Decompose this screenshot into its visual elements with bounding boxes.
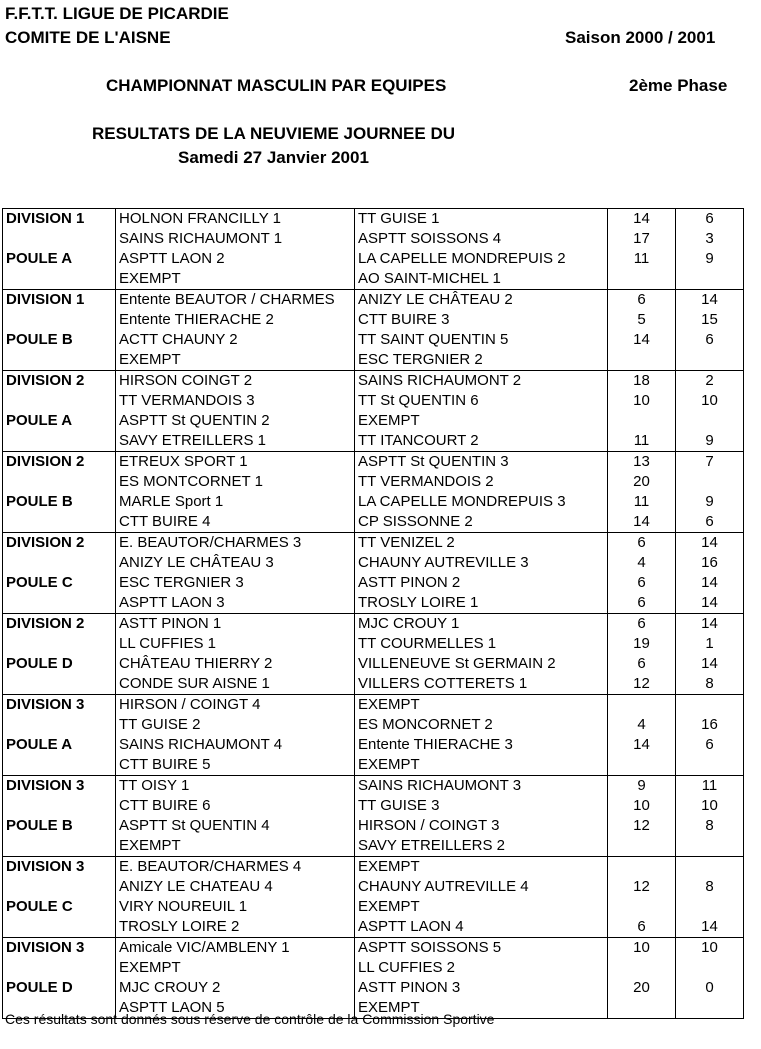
home-team: CHÂTEAU THIERRY 2 (116, 654, 355, 674)
home-score: 10 (608, 938, 676, 959)
results-title: RESULTATS DE LA NEUVIEME JOURNEE DU (92, 124, 456, 143)
away-score: 8 (676, 674, 744, 695)
home-team: ASPTT St QUENTIN 4 (116, 816, 355, 836)
away-team: ESC TERGNIER 2 (355, 350, 608, 371)
away-team: TT SAINT QUENTIN 5 (355, 330, 608, 350)
table-row (3, 330, 744, 350)
group-cell (3, 674, 116, 695)
home-team: TROSLY LOIRE 2 (116, 917, 355, 938)
away-score: 8 (676, 816, 744, 836)
away-team: EXEMPT (355, 411, 608, 431)
division-label: DIVISION 2 (3, 452, 116, 473)
home-score: 4 (608, 715, 676, 735)
table-row (3, 695, 744, 716)
table-row (3, 310, 744, 330)
away-score: 6 (676, 512, 744, 533)
away-team: CTT BUIRE 3 (355, 310, 608, 330)
table-row (3, 836, 744, 857)
table-row (3, 209, 744, 230)
away-score: 10 (676, 391, 744, 411)
away-team: EXEMPT (355, 755, 608, 776)
home-score (608, 350, 676, 371)
home-score: 10 (608, 796, 676, 816)
home-team: SAINS RICHAUMONT 4 (116, 735, 355, 755)
away-team: MJC CROUY 1 (355, 614, 608, 635)
home-score: 12 (608, 674, 676, 695)
group-cell (3, 796, 116, 816)
home-team: ANIZY LE CHÂTEAU 3 (116, 553, 355, 573)
away-score: 16 (676, 715, 744, 735)
group-cell (3, 512, 116, 533)
home-team: HOLNON FRANCILLY 1 (116, 209, 355, 230)
home-score: 13 (608, 452, 676, 473)
group-cell (3, 958, 116, 978)
home-score: 14 (608, 512, 676, 533)
table-row (3, 431, 744, 452)
away-team: TT VENIZEL 2 (355, 533, 608, 554)
home-score: 20 (608, 472, 676, 492)
home-score: 9 (608, 776, 676, 797)
away-score (676, 695, 744, 716)
table-row (3, 593, 744, 614)
away-team: CHAUNY AUTREVILLE 3 (355, 553, 608, 573)
away-score: 16 (676, 553, 744, 573)
group-cell (3, 593, 116, 614)
away-score: 14 (676, 593, 744, 614)
group-cell (3, 917, 116, 938)
group-cell (3, 836, 116, 857)
poule-label: POULE B (3, 492, 116, 512)
away-score: 0 (676, 978, 744, 998)
home-score (608, 857, 676, 878)
home-score: 6 (608, 533, 676, 554)
away-team: ASTT PINON 3 (355, 978, 608, 998)
table-row (3, 796, 744, 816)
home-score: 19 (608, 634, 676, 654)
away-team: TT GUISE 3 (355, 796, 608, 816)
away-score (676, 472, 744, 492)
table-row (3, 674, 744, 695)
away-team: SAVY ETREILLERS 2 (355, 836, 608, 857)
away-score (676, 755, 744, 776)
away-score: 14 (676, 614, 744, 635)
away-team: VILLENEUVE St GERMAIN 2 (355, 654, 608, 674)
home-team: SAINS RICHAUMONT 1 (116, 229, 355, 249)
away-score: 6 (676, 209, 744, 230)
table-row (3, 391, 744, 411)
away-score (676, 998, 744, 1019)
home-score: 17 (608, 229, 676, 249)
away-team: SAINS RICHAUMONT 2 (355, 371, 608, 392)
table-row (3, 614, 744, 635)
date-label: Samedi 27 Janvier 2001 (178, 148, 369, 167)
table-row (3, 553, 744, 573)
poule-label: POULE A (3, 249, 116, 269)
away-team: EXEMPT (355, 998, 608, 1019)
home-team: CTT BUIRE 5 (116, 755, 355, 776)
away-score (676, 897, 744, 917)
away-team: TT COURMELLES 1 (355, 634, 608, 654)
home-score: 14 (608, 330, 676, 350)
home-team: SAVY ETREILLERS 1 (116, 431, 355, 452)
home-team: Entente BEAUTOR / CHARMES (116, 290, 355, 311)
division-label: DIVISION 2 (3, 614, 116, 635)
poule-label: POULE C (3, 573, 116, 593)
group-cell (3, 472, 116, 492)
home-team: CONDE SUR AISNE 1 (116, 674, 355, 695)
home-score (608, 998, 676, 1019)
table-row (3, 978, 744, 998)
away-team: LL CUFFIES 2 (355, 958, 608, 978)
group-cell (3, 229, 116, 249)
away-score: 9 (676, 492, 744, 512)
home-team: TT OISY 1 (116, 776, 355, 797)
table-row (3, 350, 744, 371)
away-team: ASPTT St QUENTIN 3 (355, 452, 608, 473)
away-score: 2 (676, 371, 744, 392)
phase-label: 2ème Phase (629, 76, 728, 95)
away-team: EXEMPT (355, 897, 608, 917)
table-row (3, 938, 744, 959)
home-team: ESC TERGNIER 3 (116, 573, 355, 593)
away-score: 10 (676, 796, 744, 816)
home-team: MJC CROUY 2 (116, 978, 355, 998)
away-score: 6 (676, 330, 744, 350)
home-score: 14 (608, 209, 676, 230)
footnote: Ces résultats sont donnés sous réserve de contrôle de la Commission Sportive (5, 1011, 495, 1027)
home-score: 5 (608, 310, 676, 330)
table-row (3, 452, 744, 473)
home-team: ES MONTCORNET 1 (116, 472, 355, 492)
home-score (608, 755, 676, 776)
home-score: 18 (608, 371, 676, 392)
season-label: Saison 2000 / 2001 (565, 28, 716, 47)
away-score: 9 (676, 249, 744, 269)
home-score: 11 (608, 492, 676, 512)
home-team: ASPTT LAON 5 (116, 998, 355, 1019)
home-team: ASPTT LAON 3 (116, 593, 355, 614)
home-team: ACTT CHAUNY 2 (116, 330, 355, 350)
home-score: 12 (608, 877, 676, 897)
championship-title: CHAMPIONNAT MASCULIN PAR EQUIPES (106, 76, 447, 95)
home-team: LL CUFFIES 1 (116, 634, 355, 654)
home-score: 6 (608, 654, 676, 674)
table-row (3, 816, 744, 836)
table-row (3, 512, 744, 533)
home-score: 6 (608, 573, 676, 593)
home-score: 11 (608, 249, 676, 269)
home-team: EXEMPT (116, 350, 355, 371)
away-team: HIRSON / COINGT 3 (355, 816, 608, 836)
away-team: TT VERMANDOIS 2 (355, 472, 608, 492)
away-score: 1 (676, 634, 744, 654)
poule-label: POULE A (3, 411, 116, 431)
home-team: TT VERMANDOIS 3 (116, 391, 355, 411)
home-score (608, 958, 676, 978)
away-score: 14 (676, 917, 744, 938)
table-row (3, 654, 744, 674)
table-row (3, 755, 744, 776)
group-cell (3, 715, 116, 735)
away-score: 11 (676, 776, 744, 797)
poule-label: POULE A (3, 735, 116, 755)
table-row (3, 492, 744, 512)
home-team: ASTT PINON 1 (116, 614, 355, 635)
table-row (3, 715, 744, 735)
away-score: 10 (676, 938, 744, 959)
table-row (3, 776, 744, 797)
committee-title: COMITE DE L'AISNE (5, 28, 171, 47)
home-team: ASPTT LAON 2 (116, 249, 355, 269)
group-cell (3, 350, 116, 371)
poule-label: POULE D (3, 654, 116, 674)
away-score (676, 269, 744, 290)
away-team: AO SAINT-MICHEL 1 (355, 269, 608, 290)
away-team: ASTT PINON 2 (355, 573, 608, 593)
away-team: EXEMPT (355, 857, 608, 878)
table-row (3, 573, 744, 593)
poule-label: POULE B (3, 816, 116, 836)
table-row (3, 735, 744, 755)
home-team: Entente THIERACHE 2 (116, 310, 355, 330)
division-label: DIVISION 1 (3, 290, 116, 311)
home-score: 6 (608, 917, 676, 938)
home-score (608, 836, 676, 857)
table-row (3, 290, 744, 311)
away-score: 14 (676, 573, 744, 593)
away-team: EXEMPT (355, 695, 608, 716)
home-score (608, 269, 676, 290)
home-score (608, 695, 676, 716)
away-score (676, 857, 744, 878)
home-score: 4 (608, 553, 676, 573)
away-team: CHAUNY AUTREVILLE 4 (355, 877, 608, 897)
home-team: HIRSON / COINGT 4 (116, 695, 355, 716)
away-team: ASPTT SOISSONS 4 (355, 229, 608, 249)
home-score (608, 411, 676, 431)
away-team: VILLERS COTTERETS 1 (355, 674, 608, 695)
away-team: LA CAPELLE MONDREPUIS 3 (355, 492, 608, 512)
table-row (3, 472, 744, 492)
away-team: CP SISSONNE 2 (355, 512, 608, 533)
home-score: 6 (608, 593, 676, 614)
away-score: 6 (676, 735, 744, 755)
away-team: LA CAPELLE MONDREPUIS 2 (355, 249, 608, 269)
group-cell (3, 391, 116, 411)
results-table (2, 208, 744, 1019)
table-row (3, 857, 744, 878)
group-cell (3, 553, 116, 573)
away-team: ES MONCORNET 2 (355, 715, 608, 735)
group-cell (3, 877, 116, 897)
division-label: DIVISION 3 (3, 857, 116, 878)
away-team: Entente THIERACHE 3 (355, 735, 608, 755)
home-score: 12 (608, 816, 676, 836)
home-score: 20 (608, 978, 676, 998)
home-score: 11 (608, 431, 676, 452)
away-team: ANIZY LE CHÂTEAU 2 (355, 290, 608, 311)
table-row (3, 533, 744, 554)
poule-label: POULE B (3, 330, 116, 350)
table-row (3, 877, 744, 897)
away-score: 8 (676, 877, 744, 897)
home-team: E. BEAUTOR/CHARMES 4 (116, 857, 355, 878)
table-row (3, 249, 744, 269)
home-team: VIRY NOUREUIL 1 (116, 897, 355, 917)
division-label: DIVISION 3 (3, 938, 116, 959)
division-label: DIVISION 2 (3, 533, 116, 554)
home-score (608, 897, 676, 917)
home-team: EXEMPT (116, 958, 355, 978)
table-row (3, 269, 744, 290)
table-row (3, 958, 744, 978)
away-score: 3 (676, 229, 744, 249)
home-team: Amicale VIC/AMBLENY 1 (116, 938, 355, 959)
away-score: 14 (676, 290, 744, 311)
away-score (676, 411, 744, 431)
home-team: CTT BUIRE 6 (116, 796, 355, 816)
poule-label: POULE C (3, 897, 116, 917)
org-title: F.F.T.T. LIGUE DE PICARDIE (5, 4, 229, 23)
away-team: ASPTT SOISSONS 5 (355, 938, 608, 959)
home-team: ETREUX SPORT 1 (116, 452, 355, 473)
away-score: 9 (676, 431, 744, 452)
group-cell (3, 269, 116, 290)
home-score: 10 (608, 391, 676, 411)
table-row (3, 634, 744, 654)
home-team: CTT BUIRE 4 (116, 512, 355, 533)
home-score: 14 (608, 735, 676, 755)
away-team: SAINS RICHAUMONT 3 (355, 776, 608, 797)
home-team: E. BEAUTOR/CHARMES 3 (116, 533, 355, 554)
group-cell (3, 431, 116, 452)
group-cell (3, 310, 116, 330)
group-cell (3, 634, 116, 654)
away-score: 7 (676, 452, 744, 473)
table-row (3, 229, 744, 249)
away-team: TT GUISE 1 (355, 209, 608, 230)
group-cell (3, 755, 116, 776)
home-team: TT GUISE 2 (116, 715, 355, 735)
home-team: ASPTT St QUENTIN 2 (116, 411, 355, 431)
away-team: ASPTT LAON 4 (355, 917, 608, 938)
away-score (676, 350, 744, 371)
table-row (3, 411, 744, 431)
away-team: TT ITANCOURT 2 (355, 431, 608, 452)
away-score (676, 836, 744, 857)
table-row (3, 917, 744, 938)
home-team: MARLE Sport 1 (116, 492, 355, 512)
away-team: TROSLY LOIRE 1 (355, 593, 608, 614)
away-score: 14 (676, 533, 744, 554)
home-team: EXEMPT (116, 836, 355, 857)
home-team: ANIZY LE CHATEAU 4 (116, 877, 355, 897)
division-label: DIVISION 3 (3, 695, 116, 716)
table-row (3, 371, 744, 392)
away-score: 15 (676, 310, 744, 330)
home-score: 6 (608, 290, 676, 311)
poule-label: POULE D (3, 978, 116, 998)
table-row (3, 897, 744, 917)
division-label: DIVISION 2 (3, 371, 116, 392)
home-team: EXEMPT (116, 269, 355, 290)
division-label: DIVISION 1 (3, 209, 116, 230)
home-score: 6 (608, 614, 676, 635)
away-score (676, 958, 744, 978)
home-team: HIRSON COINGT 2 (116, 371, 355, 392)
division-label: DIVISION 3 (3, 776, 116, 797)
away-team: TT St QUENTIN 6 (355, 391, 608, 411)
away-score: 14 (676, 654, 744, 674)
